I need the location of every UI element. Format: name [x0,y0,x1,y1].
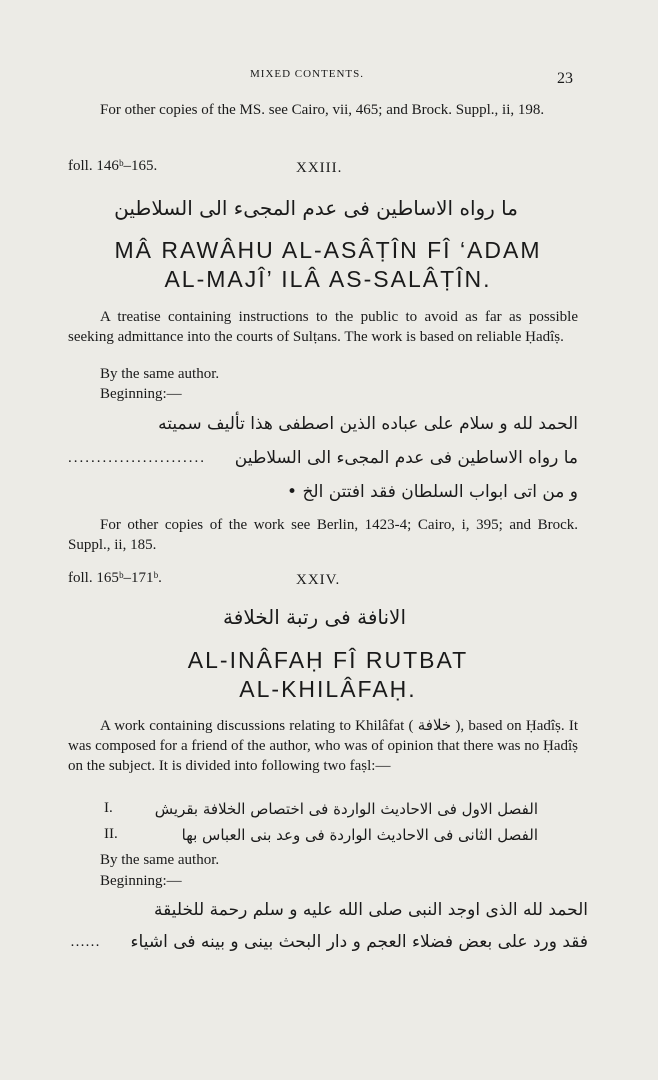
entry1-arabic-title: ما رواه الاساطين فى عدم المجىء الى السلاطين [114,196,518,220]
entry1-beginning-arabic-3: و من اتى ابواب السلطان فقد افتتن الخ • [287,482,578,502]
entry2-title-line2: AL-KHILÂFAḤ. [239,676,417,702]
entry2-arabic-title: الانافة فى رتبة الخلافة [223,605,406,629]
fasl-1-arabic: الفصل الاول فى الاحاديث الواردة فى اختصاص الخلافة بقريش [154,800,538,818]
entry1-folios: foll. 146ᵇ–165. [68,158,158,174]
entry2-number: XXIV. [296,572,341,588]
entry1-title-line2: AL-MAJÎ’ ILÂ AS-SALÂṬÎN. [164,266,492,292]
fasl-2-number: II. [104,826,118,842]
entry2-beginning-label: Beginning:— [100,873,182,889]
entry2-author-line: By the same author. [100,852,220,868]
fasl-2-arabic: الفصل الثانى فى الاحاديث الواردة فى وعد بنى العباس بها [181,826,538,844]
entry1-description: A treatise containing instructions to the public to avoid as far as possible seeking admittance into the courts of Sulṭans. The work is based on reliable Ḥadîṣ. [68,309,578,345]
entry1-title-line1: MÂ RAWÂHU AL-ASÂṬÎN FÎ ‘ADAM [114,237,542,263]
page-number: 23 [557,70,573,87]
entry1-copies: For other copies of the work see Berlin, 1423-4; Cairo, i, 395; and Brock. Suppl., ii, 185. [68,517,578,553]
entry2-description: A work containing discussions relating to Khilâfat ( خلافة ), based on Ḥadîṣ. It was composed for a friend of the author, who was of opinion that there was no Ḥadîṣ on the subject. It is divided into following two faṣl:— [68,718,578,774]
entry1-number: XXIII. [296,160,343,176]
top-copies-text: For other copies of the MS. see Cairo, vii, 465; and Brock. Suppl., ii, 198. [100,102,545,118]
entry1-beginning-arabic-2: ما رواه الاساطين فى عدم المجىء الى السلاطين [234,448,578,468]
entry1-beginning-arabic-1: الحمد لله و سلام على عباده الذين اصطفى هذا تأليف سميته [158,414,578,434]
entry2-beginning-arabic-1: الحمد لله الذى اوجد النبى صلى الله عليه و سلم رحمة للخليقة [153,900,588,920]
entry2-folios: foll. 165ᵇ–171ᵇ. [68,570,162,586]
entry1-author-line: By the same author. [100,366,220,382]
entry1-ellipsis: ........................ [68,450,206,466]
entry1-beginning-label: Beginning:— [100,386,182,402]
running-head: MIXED CONTENTS. [250,68,364,80]
entry2-ellipsis: …… [70,934,100,950]
top-copies-paragraph [68,100,578,120]
entry2-title-line1: AL-INÂFAḤ FÎ RUTBAT [187,647,469,673]
fasl-1-number: I. [104,800,113,816]
entry2-beginning-arabic-2: فقد ورد على بعض فضلاء العجم و دار البحث بينى و بينه فى اشياء [130,932,588,952]
